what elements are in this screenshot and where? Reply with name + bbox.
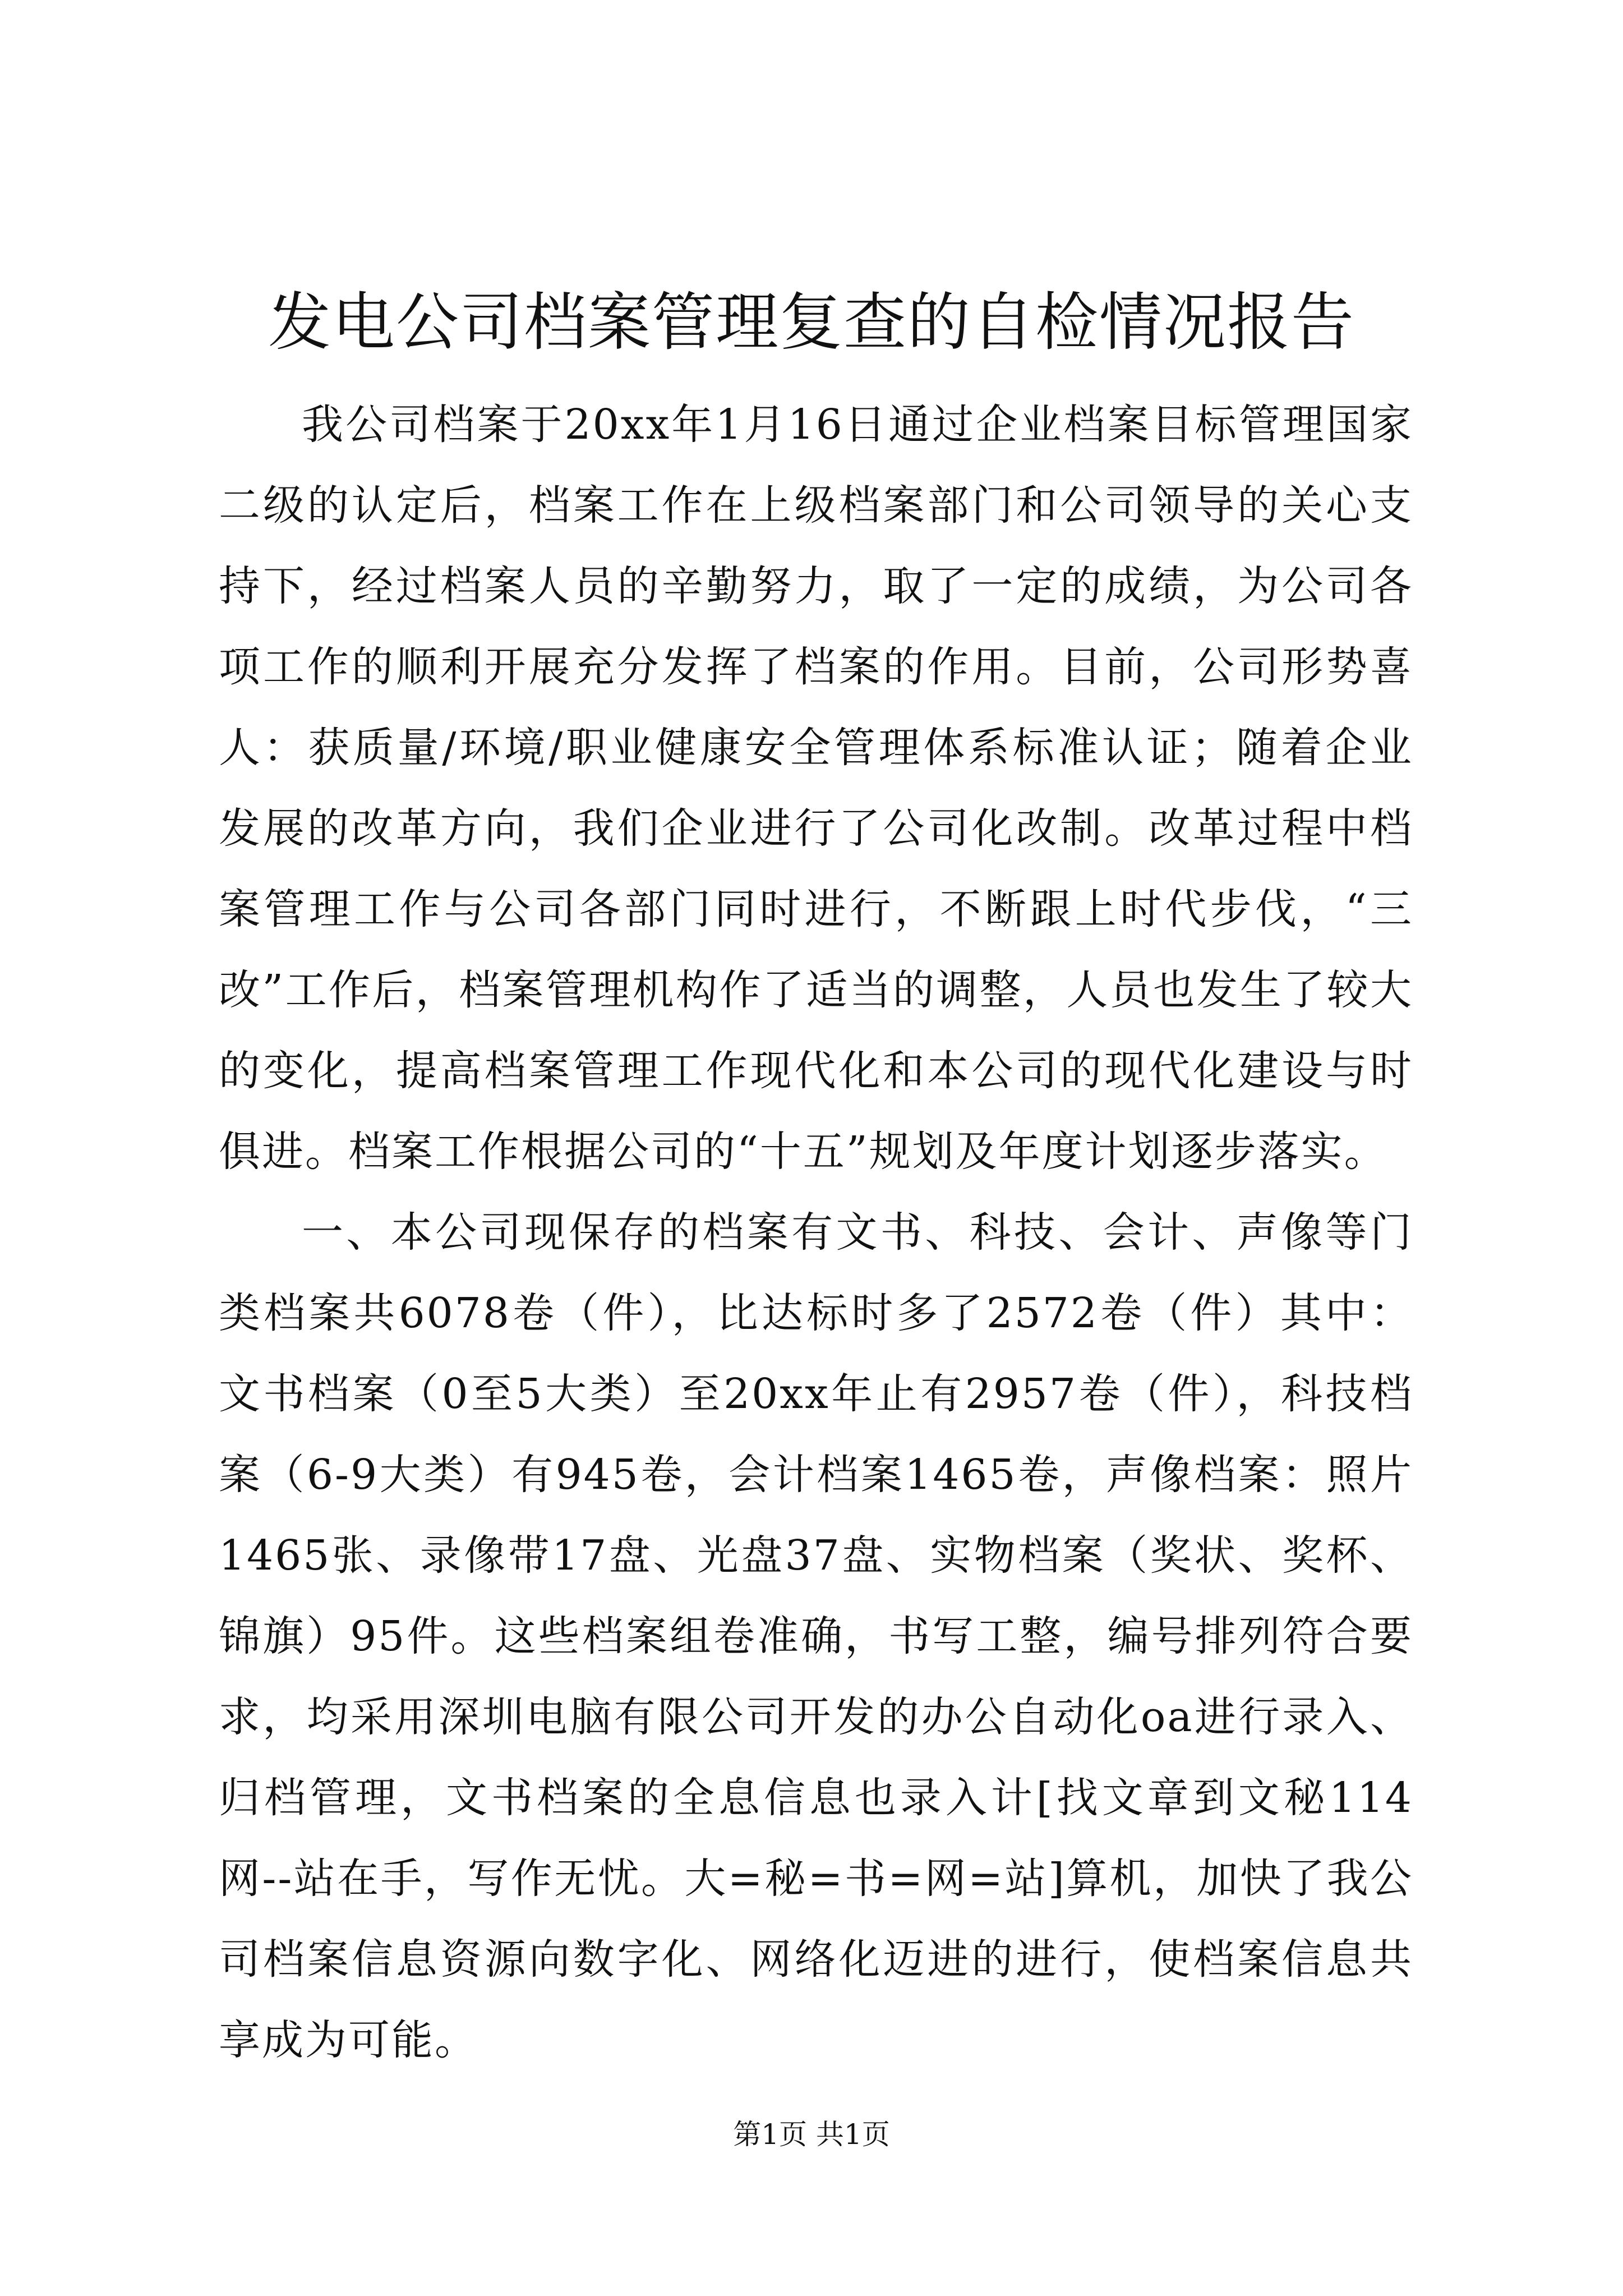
document-body — [219, 384, 1413, 2081]
document-title: 发电公司档案管理复查的自检情况报告 — [268, 286, 1355, 359]
page-number-footer: 第1页 共1页 — [733, 2118, 890, 2151]
paragraph-section-one: 一、本公司现保存的档案有文书、科技、会计、声像等门类档案共6078卷（件），比达标时多了2572卷（件）其中：文书档案（0至5大类）至20xx年止有2957卷（件），科技档案（6-9大类）有945卷，会计档案1465卷，声像档案：照片1465张、录像带17盘、光盘37盘、实物档案（奖状、奖杯、锦旗）95件。这些档案组卷准确，书写工整，编号排列符合要求，均采用深圳电脑有限公司开发的办公自动化oa进行录入、归档管理，文书档案的全息信息也录入计[找文章到文秘114网--站在手，写作无忧。大=秘=书=网=站]算机，加快了我公司档案信息资源向数字化、网络化迈进的进行，使档案信息共享成为可能。 — [219, 1208, 1414, 2064]
paragraph-intro: 我公司档案于20xx年1月16日通过企业档案目标管理国家二级的认定后，档案工作在上级档案部门和公司领导的关心支持下，经过档案人员的辛勤努力，取了一定的成绩，为公司各项工作的顺利开展充分发挥了档案的作用。目前，公司形势喜人：获质量/环境/职业健康安全管理体系标准认证；随着企业发展的改革方向，我们企业进行了公司化改制。改革过程中档案管理工作与公司各部门同时进行，不断跟上时代步伐，“三改”工作后，档案管理机构作了适当的调整，人员也发生了较大的变化，提高档案管理工作现代化和本公司的现代化建设与时俱进。档案工作根据公司的“十五”规划及年度计划逐步落实。 — [219, 401, 1413, 1176]
